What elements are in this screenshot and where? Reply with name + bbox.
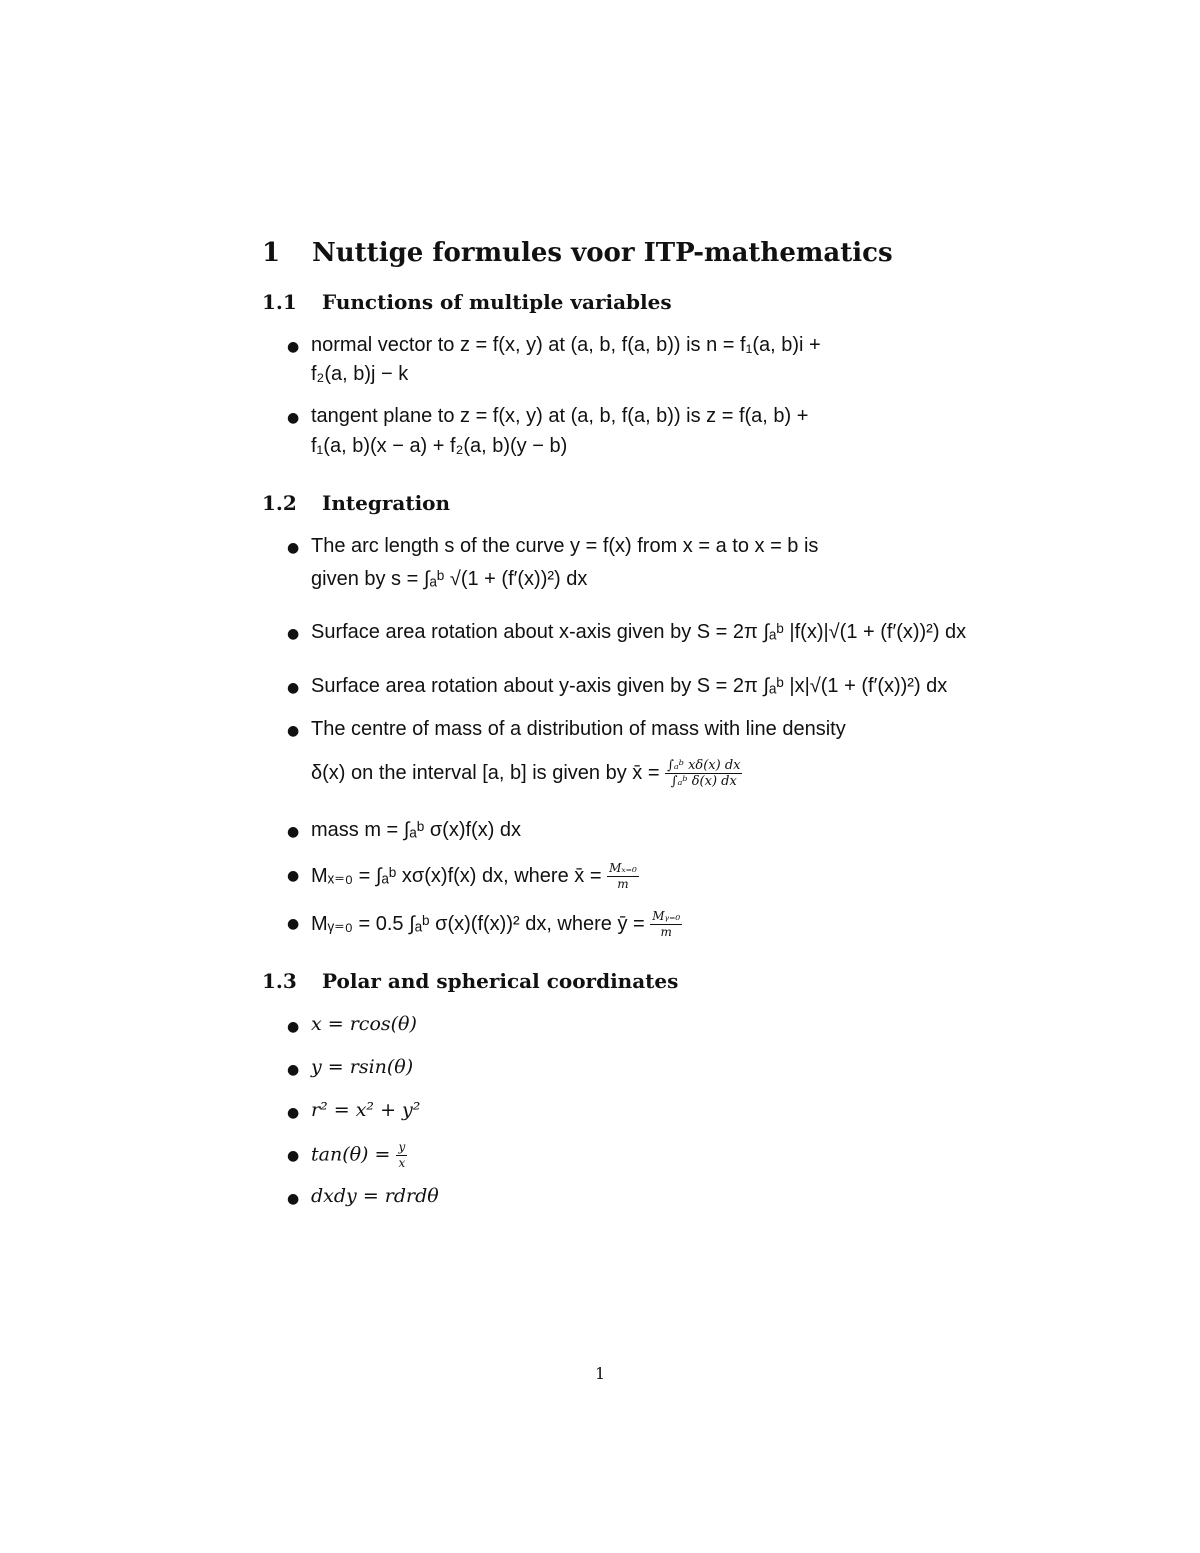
fraction-numerator: Mₓ₌₀ [609, 861, 637, 875]
fraction-numerator: ∫ₐᵇ xδ(x) dx [667, 758, 741, 773]
fraction-numerator: Mᵧ₌₀ [652, 909, 681, 923]
centre-of-mass-text: δ(x) on the interval [a, b] is given by x̄ = [311, 761, 660, 784]
bullet-icon: ● [287, 626, 300, 642]
surface-area-x-axis: Surface area rotation about x-axis given by S = 2π ∫ₐᵇ |f(x)|√(1 + (f′(x))²) dx [311, 621, 967, 643]
fraction-denominator: m [660, 925, 672, 939]
fraction-denominator: x [398, 1156, 406, 1170]
bullet-icon: ● [287, 1062, 300, 1078]
tangent-plane-line-1: tangent plane to z = f(x, y) at (a, b, f(a, b)) is z = f(a, b) + [311, 405, 809, 427]
arc-length-line-2: given by s = ∫ₐᵇ √(1 + (f′(x))²) dx [311, 568, 588, 590]
subsection-1-3-title [262, 969, 678, 993]
subsection-number: 1.1 [262, 290, 297, 314]
bullet-icon: ● [287, 1191, 300, 1207]
centre-of-mass-fraction [665, 758, 742, 789]
polar-tan-text: tan(θ) = [311, 1143, 391, 1166]
surface-area-y-axis: Surface area rotation about y-axis given by S = 2π ∫ₐᵇ |x|√(1 + (f′(x))²) dx [311, 675, 948, 697]
polar-area-element-formula: dxdy = rdrdθ [311, 1185, 439, 1207]
mass-formula: mass m = ∫ₐᵇ σ(x)f(x) dx [311, 819, 522, 841]
subsection-number: 1.3 [262, 969, 297, 993]
bullet-icon: ● [287, 410, 300, 426]
bullet-icon: ● [287, 824, 300, 840]
fraction-denominator: m [617, 877, 629, 891]
bullet-icon: ● [287, 916, 300, 932]
section-title [262, 238, 893, 268]
subsection-number: 1.2 [262, 491, 297, 515]
bullet-icon: ● [287, 339, 300, 355]
centre-of-mass-line-2 [311, 758, 742, 789]
page-number: 1 [595, 1364, 606, 1383]
moment-y-text: Mᵧ₌₀ = 0.5 ∫ₐᵇ σ(x)(f(x))² dx, where ȳ = [311, 912, 645, 935]
bullet-icon: ● [287, 1019, 300, 1035]
bullet-icon: ● [287, 1148, 300, 1164]
polar-tan-line [311, 1140, 407, 1171]
subsection-title-text: Polar and spherical coordinates [322, 969, 679, 993]
fraction-denominator: ∫ₐᵇ δ(x) dx [670, 774, 737, 789]
subsection-1-2-title [262, 491, 450, 515]
arc-length-line-1: The arc length s of the curve y = f(x) from x = a to x = b is [311, 535, 819, 557]
polar-tan-fraction [396, 1140, 407, 1171]
section-title-text: Nuttige formules voor ITP-mathematics [312, 238, 893, 268]
subsection-title-text: Integration [322, 491, 451, 515]
normal-vector-line-1: normal vector to z = f(x, y) at (a, b, f(a, b)) is n = f₁(a, b)i + [311, 334, 821, 356]
tangent-plane-line-2: f₁(a, b)(x − a) + f₂(a, b)(y − b) [311, 435, 568, 457]
moment-x-text: Mₓ₌₀ = ∫ₐᵇ xσ(x)f(x) dx, where x̄ = [311, 864, 602, 887]
polar-r-squared-formula: r² = x² + y² [311, 1099, 421, 1121]
bullet-icon: ● [287, 868, 300, 884]
fraction-numerator: y [398, 1140, 406, 1154]
moment-x-fraction [607, 861, 639, 892]
bullet-icon: ● [287, 1105, 300, 1121]
section-number: 1 [262, 238, 281, 268]
polar-x-formula: x = rcos(θ) [311, 1013, 417, 1035]
polar-y-formula: y = rsin(θ) [311, 1056, 414, 1078]
normal-vector-line-2: f₂(a, b)j − k [311, 363, 409, 385]
moment-y-fraction [650, 909, 682, 940]
centre-of-mass-line-1: The centre of mass of a distribution of mass with line density [311, 718, 846, 740]
bullet-icon: ● [287, 680, 300, 696]
moment-y-line [311, 909, 682, 940]
bullet-icon: ● [287, 540, 300, 556]
bullet-icon: ● [287, 723, 300, 739]
subsection-title-text: Functions of multiple variables [322, 290, 672, 314]
moment-x-line [311, 861, 639, 892]
subsection-1-1-title [262, 290, 672, 314]
